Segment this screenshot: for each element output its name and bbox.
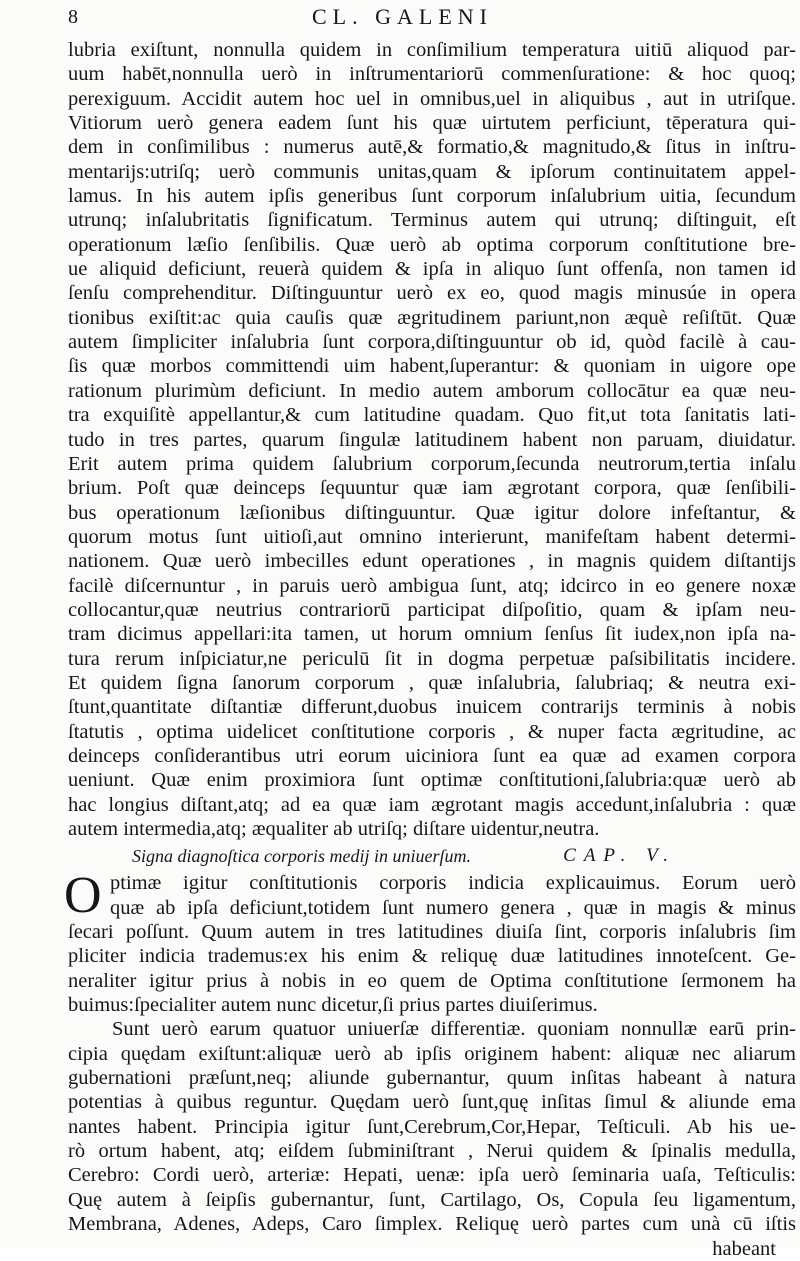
text-line: lubria exiſtunt, nonnulla quidem in conſimilium temperatura uitiū aliquod par- — [68, 39, 796, 61]
text-line: rò ortum habent, atq; eiſdem ſubminiſtrant , Nerui quidem & ſpinalis medulla, — [68, 1140, 796, 1163]
text-line: Quę autem à ſeipſis gubernantur, ſunt, Cartilago, Os, Copula ſeu ligamentum, — [68, 1188, 796, 1211]
text-line: neraliter igitur prius à nobis in eo quem de Optima conſtitutione ſermonem ha — [68, 969, 796, 992]
chapter-number: CAP. V. — [563, 845, 676, 867]
text-line: gubernationi præſunt,neq; aliunde gubernantur, quum inſitas habeant à natura — [68, 1067, 796, 1090]
text-line: ſenſu comprehenditur. Diſtinguuntur uerò ex eo, quod magis minusúe in opera — [68, 282, 796, 305]
text-line: utrunq; inſalubritatis ſignificatum. Terminus autem qui utrunq; diſtinguit, eſt — [68, 209, 796, 232]
page-number: 8 — [68, 6, 79, 28]
paragraph-one — [68, 38, 796, 841]
text-line: facilè diſcernuntur , in paruis uerò ambigua ſunt, atq; idcirco in eo genere noxæ — [68, 574, 796, 597]
text-line: autem ſimpliciter inſalubria ſunt corpora,diſtinguuntur ob id, quòd facilè à cau- — [68, 331, 796, 354]
text-line: ſtatutis , optima uidelicet conſtitutione corporis , & nuper facta ægritudine, ac — [68, 720, 796, 743]
chapter-title: Signa diagnoſtica corporis medij in uniuerſum. — [132, 846, 471, 867]
text-line: tionibus exiſtit:ac quia cauſis quæ ægritudinem pariunt,non æquè reſiſtūt. Quæ — [68, 306, 796, 329]
text-line: uum habēt,nonnulla uerò in inſtrumentariorū commenſuratione: & hoc quoq; — [68, 63, 796, 86]
page-header — [0, 4, 800, 34]
text-line: quorum motus ſunt uitioſi,aut omnino interierunt, manifeſtam habent determi- — [68, 525, 796, 548]
drop-cap-initial: O — [64, 867, 102, 925]
paragraph-two — [68, 920, 796, 1017]
text-line: tram dicimus appellari:ita tamen, ut horum omnium ſenſus ſit iudex,non ipſa na- — [68, 623, 796, 646]
text-line: Membrana, Adenes, Adeps, Caro ſimplex. Reliquę uerò partes cum unà cū iſtis — [68, 1213, 796, 1236]
text-line: tura rerum inſpiciatur,ne periculū ſit in dogma perpetuæ paſsibilitatis incidere. — [68, 647, 796, 670]
text-line: nationem. Quæ uerò imbecilles edunt operationes , in magnis quidem diſtantijs — [68, 550, 796, 573]
text-line: bus operationum læſionibus diſtinguuntur. Quæ igitur dolore infeſtantur, & — [68, 501, 796, 524]
text-line: brium. Poſt quæ deinceps ſequuntur quæ iam ægrotant corpora, quæ ſenſibili- — [68, 477, 796, 500]
body-text — [64, 38, 796, 1261]
text-line: dem in conſimilibus : numerus autē,& formatio,& magnitudo,& ſitus in inſtru- — [68, 136, 796, 159]
text-line: ſis quæ morbos committendi uim habent,ſuperantur: & quoniam in uigore ope — [68, 355, 796, 378]
chapter-heading — [68, 843, 796, 869]
text-line: ſtunt,quantitate diſtantiæ differunt,duobus inuicem contrarijs terminis à nobis — [68, 696, 796, 719]
text-line: Sunt uerò earum quatuor uniuerſæ differentiæ. quoniam nonnullæ earū prin- — [112, 1018, 796, 1041]
text-line: rationum plurimùm deficiunt. In medio autem amborum collocātur ea quæ neu- — [68, 379, 796, 402]
text-line: ptimæ igitur conſtitutionis corporis indicia explicauimus. Eorum uerò — [110, 872, 796, 895]
text-line: quæ ab ipſa deficiunt,totidem ſunt numero genera , quæ in magis & minus — [110, 896, 796, 919]
text-line: perexiguum. Accidit autem hoc uel in omnibus,uel in aliquibus , aut in utriſque. — [68, 87, 796, 110]
text-line: cipia quędam exiſtunt:aliquæ uerò ab ipſis originem habent: aliquæ nec aliarum — [68, 1042, 796, 1065]
text-line: Cerebro: Cordi uerò, arteriæ: Hepati, uenæ: ipſa uerò ſeminaria uaſa, Teſticulis: — [68, 1164, 796, 1187]
text-line: ſecari poſſunt. Quum autem in tres latitudines diuiſa ſint, corporis inſalubris ſim — [68, 921, 796, 944]
text-line: mentarijs:utriſq; uerò communis unitas,quam & ipſorum continuitatem appel- — [68, 160, 796, 183]
text-line: potentias à quibus reguntur. Quędam uerò ſunt,quę inſitas ſimul & aliunde ema — [68, 1091, 796, 1114]
initial-paragraph — [64, 867, 796, 925]
text-line: ue aliquid deficiunt, reuerà quidem & ipſa in aliquo ſunt offenſa, non tamen id — [68, 258, 796, 281]
text-line: tudo in tres partes, quarum ſingulæ latitudinem habent non paruam, diuidatur. — [68, 428, 796, 451]
text-line: ueniunt. Quæ enim proximiora ſunt optimæ conſtitutioni,ſalubria:quæ uerò ab — [68, 769, 796, 792]
text-line: autem intermedia,atq; æqualiter ab utriſq; diſtare uidentur,neutra. — [68, 818, 600, 840]
catchword: habeant — [712, 1237, 776, 1260]
text-line: deinceps conſiderantibus utri eorum uiciniora ſunt ea quæ ad examen corpora — [68, 744, 796, 767]
text-line: tra exquiſitè appellantur,& cum latitudine quadam. Quo fit,ut tota ſanitatis lati- — [68, 404, 796, 427]
text-line: Vitiorum uerò genera eadem ſunt his quæ uirtutem perficiunt, tēperatura qui- — [68, 112, 796, 135]
text-line: Erit autem prima quidem ſalubrium corporum,ſecunda neutrorum,tertia inſalu — [68, 452, 796, 475]
text-line: operationum læſio ſenſibilis. Quæ uerò ab optima corporum conſtitutione bre- — [68, 233, 796, 256]
running-title: CL. GALENI — [312, 4, 493, 29]
text-line: Et quidem ſigna ſanorum corporum , quæ inſalubria, ſalubriaq; & neutra exi- — [68, 671, 796, 694]
text-line: hac longius diſtant,atq; ad ea quæ iam ægrotant magis accedunt,inſalubria : quæ — [68, 793, 796, 816]
text-line: lamus. In his autem ipſis generibus ſunt corporum inſalubrium uitia, ſecundum — [68, 185, 796, 208]
text-line: pliciter indicia trademus:ex his enim & reliquę duæ latitudines innoteſcent. Ge- — [68, 945, 796, 968]
text-line: buimus:ſpecialiter autem nunc dicetur,ſi prius partes diuiſerimus. — [68, 994, 598, 1017]
paragraph-three — [68, 1017, 796, 1236]
text-line: collocantur,quæ neutrius contrariorū participat diſpoſitio, quam & ipſam neu- — [68, 598, 796, 621]
text-line: nantes habent. Principia igitur ſunt,Cerebrum,Cor,Hepar, Teſticuli. Ab his ue- — [68, 1115, 796, 1138]
